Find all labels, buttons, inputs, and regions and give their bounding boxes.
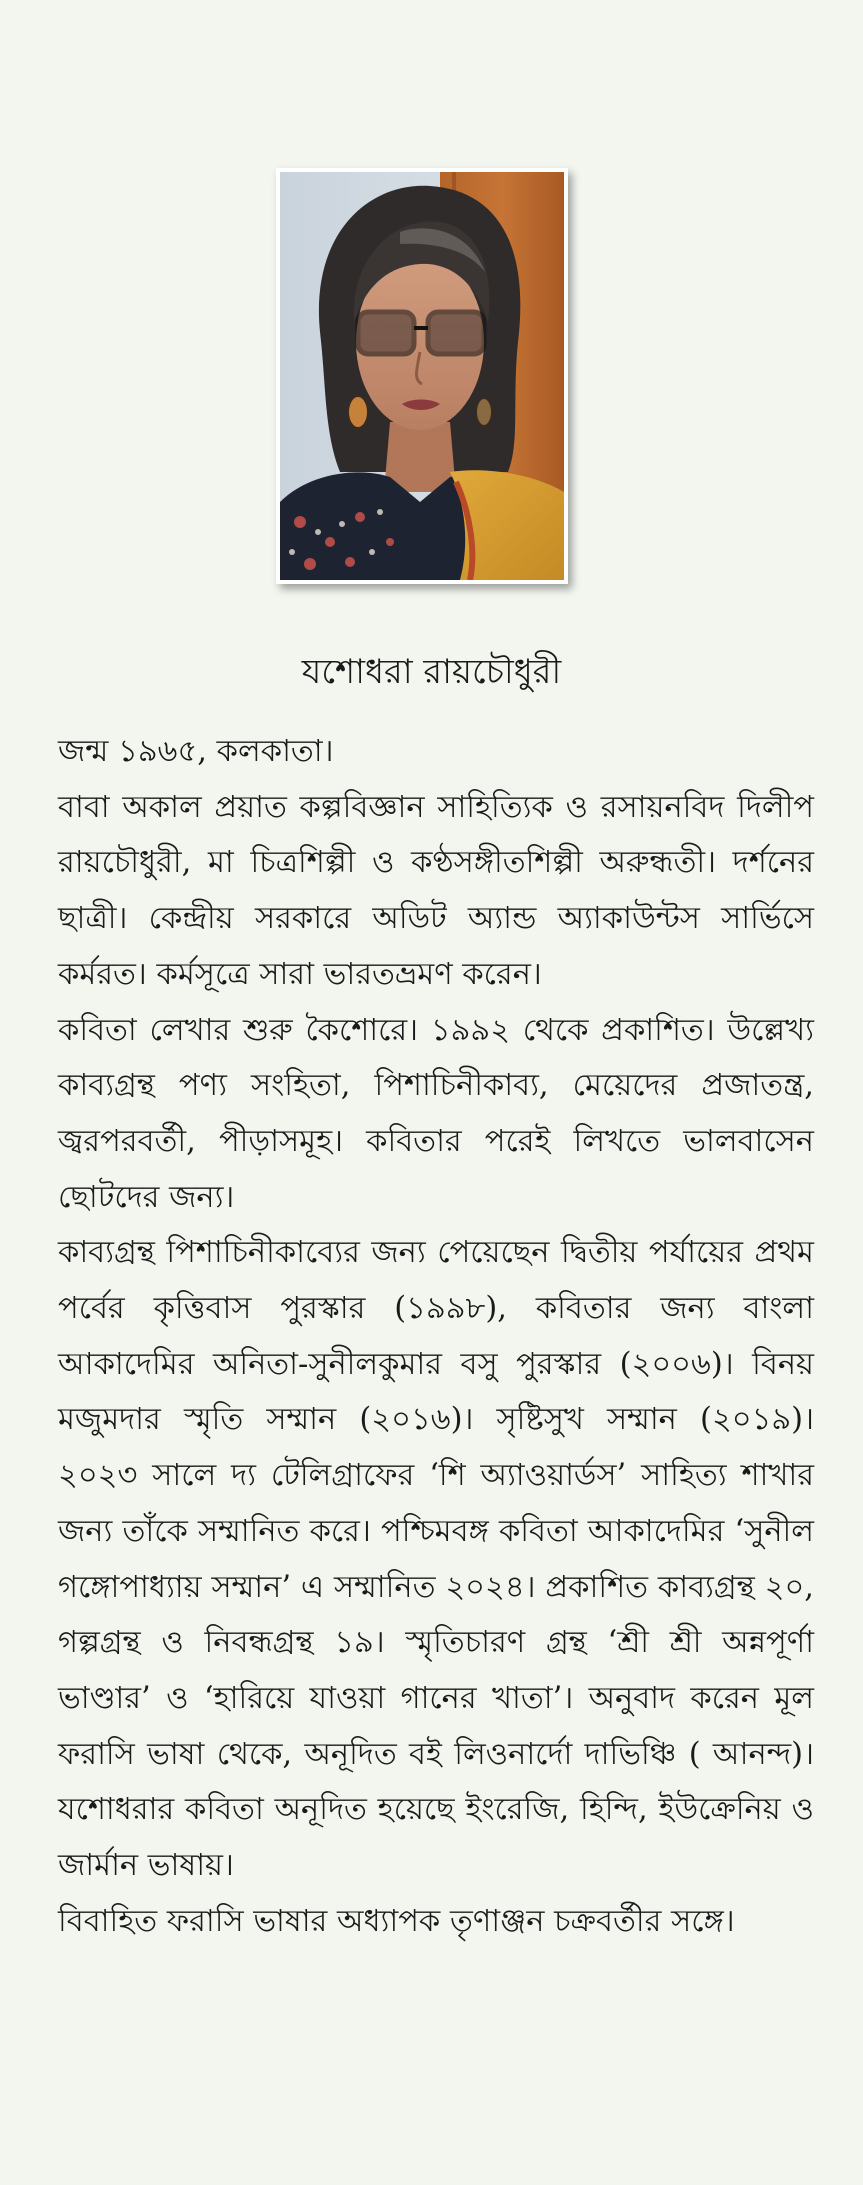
author-photo (276, 168, 568, 584)
bio-paragraph-marriage: বিবাহিত ফরাসি ভাষার অধ্যাপক তৃণাঞ্জন চক্রবর্তীর সঙ্গে। (58, 1903, 735, 1939)
bio-paragraph-awards: কাব্যগ্রন্থ পিশাচিনীকাব্যের জন্য পেয়েছেন দ্বিতীয় পর্যায়ের প্রথম পর্বের কৃত্তিবাস পুরস্কার (১৯৯৮), কবিতার জন্য বাংলা আকাদেমির অনিতা-সুনীলকুমার বসু পুরস্কার (২০০৬)। বিনয় মজুমদার স্মৃতি সম্মান (২০১৬)। সৃষ্টিসুখ সম্মান (২০১৯)। ২০২৩ সালে দ্য টেলিগ্রাফের ‘শি অ্যাওয়ার্ডস’ সাহিত্য শাখার জন্য তাঁকে সম্মানিত করে। পশ্চিমবঙ্গ কবিতা আকাদেমির ‘সুনীল গঙ্গোপাধ্যায় সম্মান’ এ সম্মানিত ২০২৪। প্রকাশিত কাব্যগ্রন্থ ২০, গল্পগ্রন্থ ও নিবন্ধগ্রন্থ ১৯। স্মৃতিচারণ গ্রন্থ ‘শ্রী শ্রী অন্নপূর্ণা ভাণ্ডার’ ও ‘হারিয়ে যাওয়া গানের খাতা’। অনুবাদ করেন মূল ফরাসি ভাষা থেকে, অনূদিত বই লিওনার্দো দাভিঞ্চি ( আনন্দ)। যশোধরার কবিতা অনূদিত হয়েছে ইংরেজি, হিন্দি, ইউক্রেনিয় ও জার্মান ভাষায়। (58, 1235, 814, 1884)
bio-paragraph-writing: কবিতা লেখার শুরু কৈশোরে। ১৯৯২ থেকে প্রকাশিত। উল্লেখ্য কাব্যগ্রন্থ পণ্য সংহিতা, পিশাচিনীকাব্য, মেয়েদের প্রজাতন্ত্র, জ্বরপরবর্তী, পীড়াসমূহ। কবিতার পরেই লিখতে ভালবাসেন ছোটদের জন্য। (58, 1012, 814, 1215)
bio-paragraph-family-career: বাবা অকাল প্রয়াত কল্পবিজ্ঞান সাহিত্যিক ও রসায়নবিদ দিলীপ রায়চৌধুরী, মা চিত্রশিল্পী ও কণ্ঠসঙ্গীতশিল্পী অরুন্ধতী। দর্শনের ছাত্রী। কেন্দ্রীয় সরকারে অডিট অ্যান্ড অ্যাকাউন্টস সার্ভিসে কর্মরত। কর্মসূত্রে সারা ভারতভ্রমণ করেন। (58, 789, 814, 992)
bio-paragraph-birth: জন্ম ১৯৬৫, কলকাতা। (58, 734, 334, 769)
author-portrait-image (280, 172, 564, 580)
author-bio (58, 724, 814, 1949)
author-name: যশোধরা রায়চৌধুরী (301, 652, 562, 692)
